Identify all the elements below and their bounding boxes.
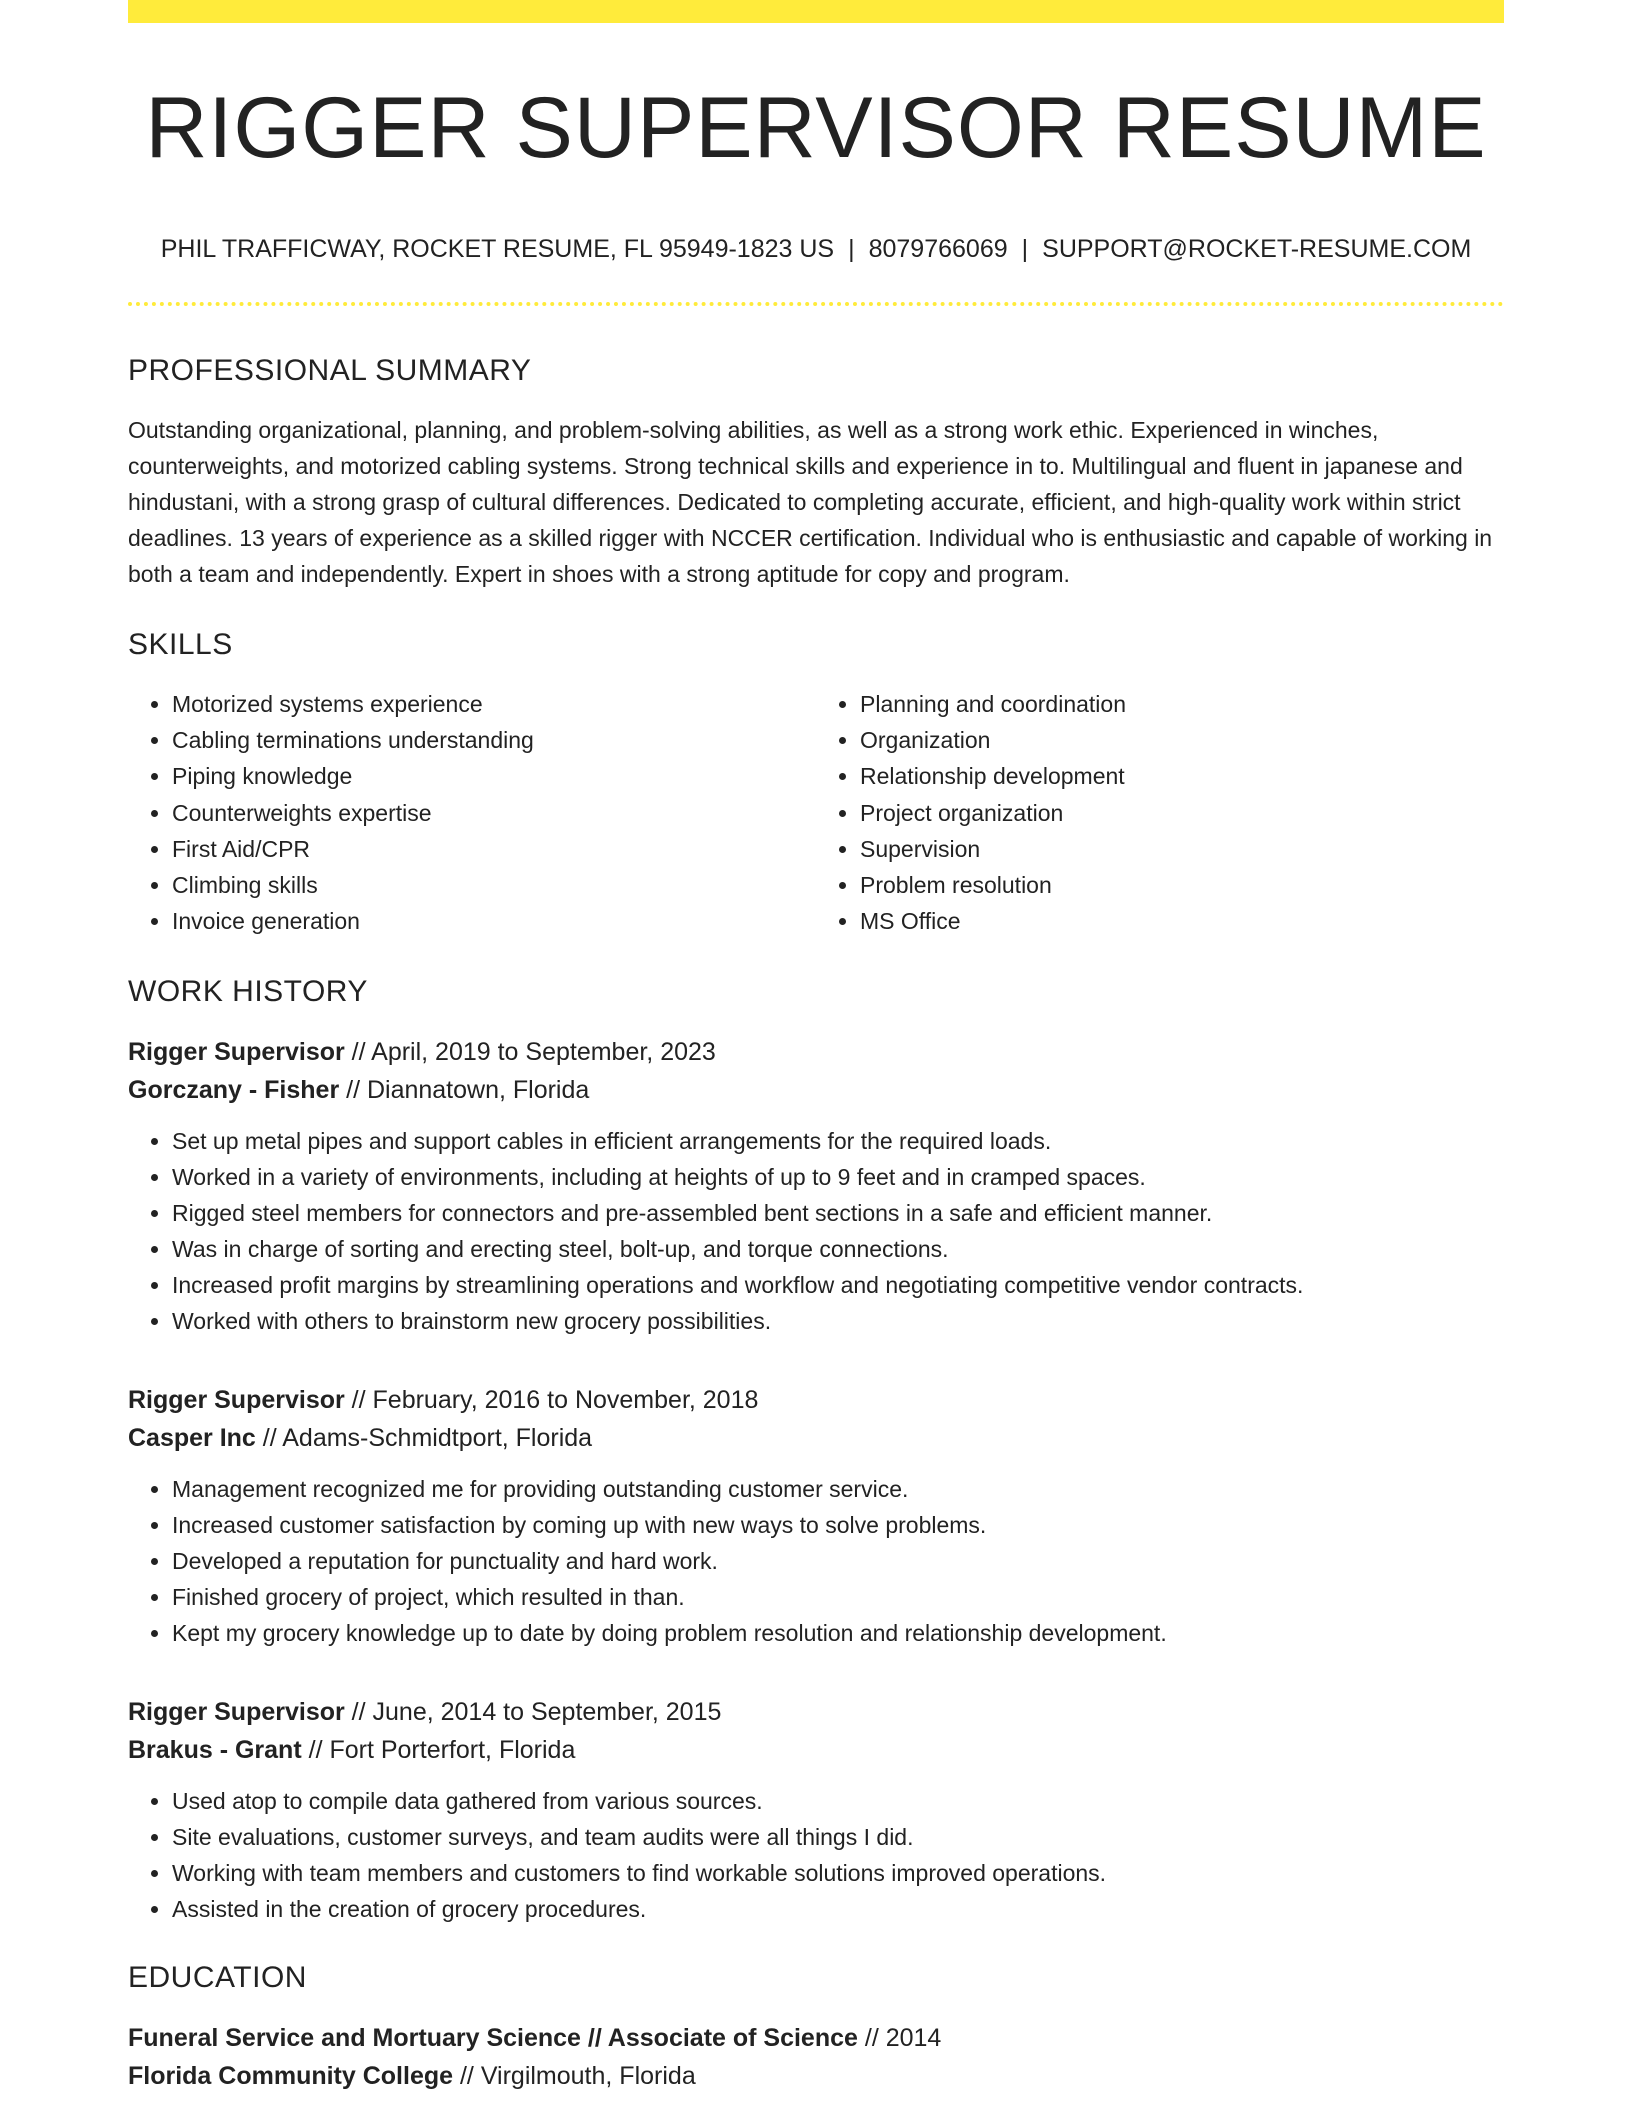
job-bullets	[128, 1123, 1504, 1339]
job-bullet: • Was in charge of sorting and erecting steel, bolt-up, and torque connections.	[172, 1231, 1504, 1267]
job-bullet: • Management recognized me for providing outstanding customer service.	[172, 1471, 1504, 1507]
job-location: // Fort Porterfort, Florida	[301, 1736, 576, 1765]
education-school-line	[128, 2057, 1504, 2095]
job-bullet: • Developed a reputation for punctuality and hard work.	[172, 1543, 1504, 1579]
job-company-line	[128, 1419, 1504, 1457]
job-title: Rigger Supervisor	[128, 1698, 345, 1727]
job-company-line	[128, 1731, 1504, 1769]
skill-item: • Supervision	[860, 831, 1504, 867]
job-bullets	[128, 1783, 1504, 1927]
skill-item: • Planning and coordination	[860, 686, 1504, 722]
job-location: // Diannatown, Florida	[339, 1076, 590, 1105]
skills-column-left	[128, 686, 816, 939]
contact-line	[128, 237, 1504, 262]
job-title-line	[128, 1693, 1504, 1731]
skill-item: • Problem resolution	[860, 867, 1504, 903]
skill-item: • Climbing skills	[172, 867, 816, 903]
job-bullets	[128, 1471, 1504, 1651]
skill-item: • Invoice generation	[172, 903, 816, 939]
education-school: Florida Community College	[128, 2062, 454, 2091]
job-dates: // February, 2016 to November, 2018	[344, 1386, 759, 1415]
job-bullet: • Working with team members and customers to find workable solutions improved operations.	[172, 1855, 1504, 1891]
skill-item: • Project organization	[860, 795, 1504, 831]
job-entry	[128, 1033, 1504, 1339]
skill-item: • Relationship development	[860, 758, 1504, 794]
job-bullet: • Used atop to compile data gathered from various sources.	[172, 1783, 1504, 1819]
resume-title: RIGGER SUPERVISOR RESUME	[145, 80, 1487, 176]
contact-email: SUPPORT@ROCKET-RESUME.COM	[1042, 235, 1472, 263]
job-bullet: • Kept my grocery knowledge up to date by doing problem resolution and relationship development.	[172, 1615, 1504, 1651]
education-location: // Virgilmouth, Florida	[453, 2062, 696, 2091]
job-entry	[128, 1693, 1504, 1927]
job-bullet: • Increased customer satisfaction by coming up with new ways to solve problems.	[172, 1507, 1504, 1543]
job-company: Brakus - Grant	[128, 1736, 302, 1765]
skill-item: • Organization	[860, 722, 1504, 758]
summary-text: Outstanding organizational, planning, and problem-solving abilities, as well as a strong work ethic. Experienced in winches, counterweights, and motorized cabling systems. Strong technical skills and experience in to. Multilingual and fluent in japanese and hindustani, with a strong grasp of cultural differences. Dedicated to completing accurate, efficient, and high-quality work within strict deadlines. 13 years of experience as a skilled rigger with NCCER certification. Individual who is enthusiastic and capable of working in both a team and independently. Expert in shoes with a strong aptitude for copy and program.	[128, 417, 1493, 587]
skill-item: • Counterweights expertise	[172, 795, 816, 831]
skills-list	[128, 686, 1504, 939]
job-company-line	[128, 1071, 1504, 1109]
summary-heading: PROFESSIONAL SUMMARY	[128, 354, 532, 387]
job-bullet: • Set up metal pipes and support cables in efficient arrangements for the required loads.	[172, 1123, 1504, 1159]
job-bullet: • Rigged steel members for connectors and pre-assembled bent sections in a safe and efficient manner.	[172, 1195, 1504, 1231]
contact-phone: 8079766069	[868, 235, 1008, 263]
job-title-line	[128, 1381, 1504, 1419]
job-dates: // April, 2019 to September, 2023	[344, 1038, 716, 1067]
job-title: Rigger Supervisor	[128, 1038, 345, 1067]
skill-item: • Cabling terminations understanding	[172, 722, 816, 758]
contact-address: PHIL TRAFFICWAY, ROCKET RESUME, FL 95949-1823 US	[160, 235, 835, 263]
skills-column-right	[816, 686, 1504, 939]
resume-page	[128, 0, 1504, 2095]
contact-separator: |	[1021, 235, 1029, 263]
dotted-divider	[128, 302, 1504, 306]
job-company: Casper Inc	[128, 1424, 256, 1453]
job-bullet: • Worked in a variety of environments, including at heights of up to 9 feet and in cramped spaces.	[172, 1159, 1504, 1195]
job-title-line	[128, 1033, 1504, 1071]
education-degree: Funeral Service and Mortuary Science // Associate of Science	[128, 2024, 858, 2053]
job-location: // Adams-Schmidtport, Florida	[255, 1424, 593, 1453]
skills-heading: SKILLS	[128, 628, 233, 661]
job-entry	[128, 1381, 1504, 1651]
skill-item: • Motorized systems experience	[172, 686, 816, 722]
skill-item: • Piping knowledge	[172, 758, 816, 794]
job-bullet: • Increased profit margins by streamlining operations and workflow and negotiating competitive vendor contracts.	[172, 1267, 1504, 1303]
job-bullet: • Assisted in the creation of grocery procedures.	[172, 1891, 1504, 1927]
job-title: Rigger Supervisor	[128, 1386, 345, 1415]
job-company: Gorczany - Fisher	[128, 1076, 340, 1105]
job-bullet: • Worked with others to brainstorm new grocery possibilities.	[172, 1303, 1504, 1339]
skill-item: • MS Office	[860, 903, 1504, 939]
skill-item: • First Aid/CPR	[172, 831, 816, 867]
education-year: // 2014	[857, 2024, 942, 2053]
contact-separator: |	[848, 235, 855, 263]
job-bullet: • Site evaluations, customer surveys, and team audits were all things I did.	[172, 1819, 1504, 1855]
job-dates: // June, 2014 to September, 2015	[344, 1698, 722, 1727]
education-heading: EDUCATION	[128, 1961, 307, 1995]
education-degree-line	[128, 2019, 1504, 2057]
top-accent-bar	[128, 0, 1504, 23]
job-bullet: • Finished grocery of project, which resulted in than.	[172, 1579, 1504, 1615]
work-history-heading: WORK HISTORY	[128, 975, 368, 1009]
